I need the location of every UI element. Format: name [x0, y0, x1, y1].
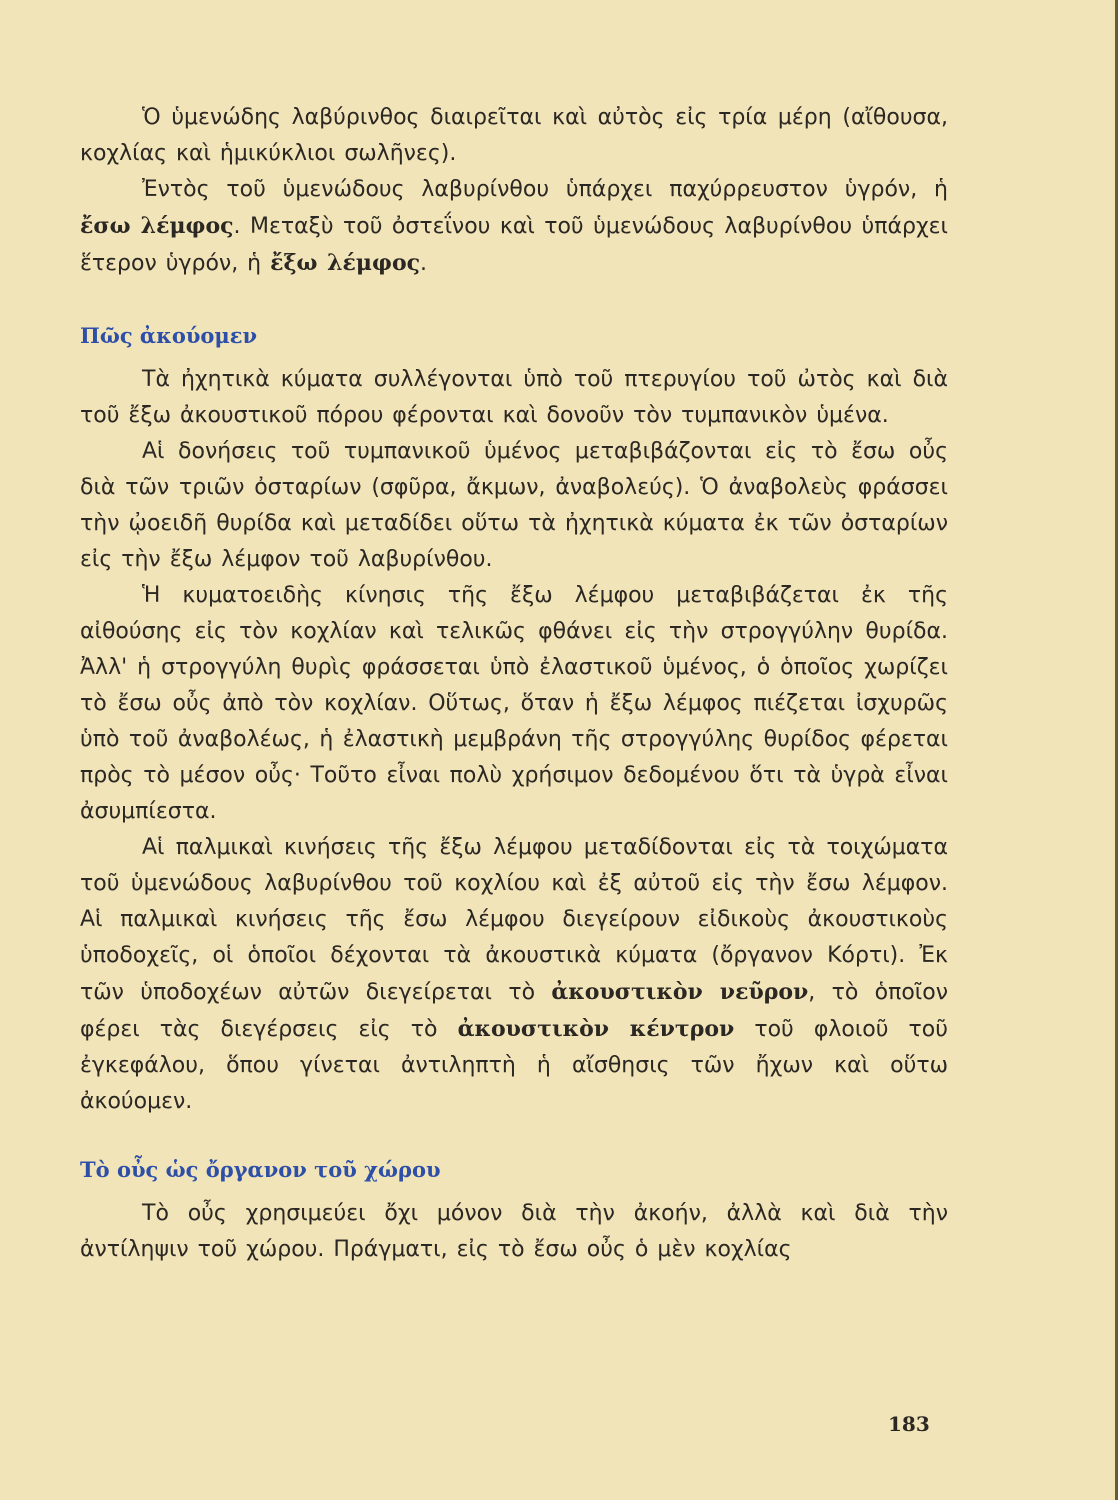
section-heading: Τὸ οὖς ὡς ὄργανον τοῦ χώρου [80, 1157, 441, 1182]
page-number: 183 [888, 1412, 930, 1436]
paragraph: Ἡ κυματοειδὴς κίνησις τῆς ἔξω λέμφου μεταβιβάζεται ἐκ τῆς αἰθούσης εἰς τὸν κοχλίαν καὶ τελικῶς φθάνει εἰς τὴν στρογγύλην θυρίδα. Ἀλλ' ἡ στρογγύλη θυρὶς φράσσεται ὑπὸ ἐλαστικοῦ ὑμένος, ὁ ὁποῖος χωρίζει τὸ ἔσω οὖς ἀπὸ τὸν κοχλίαν. Οὕτως, ὅταν ἡ ἔξω λέμφος πιέζεται ἰσχυρῶς ὑπὸ τοῦ ἀναβολέως, ἡ ἐλαστικὴ μεμβράνη τῆς στρογγύλης θυρίδος φέρεται πρὸς τὸ μέσον οὖς· Τοῦτο εἶναι πολὺ χρήσιμον δεδομένου ὅτι τὰ ὑγρὰ εἶναι ἀσυμπίεστα. [80, 583, 948, 824]
section-heading: Πῶς ἀκούομεν [80, 323, 258, 348]
bold-term: ἀκουστικὸν κέντρον [457, 1016, 735, 1042]
paragraph: Ὁ ὑμενώδης λαβύρινθος διαιρεῖται καὶ αὐτὸς εἰς τρία μέρη (αἴθουσα, κοχλίας καὶ ἡμικύκλιοι σωλῆνες). [80, 105, 948, 166]
text-run: Αἱ παλμικαὶ κινήσεις τῆς ἔξω λέμφου μεταδίδονται εἰς τὰ τοιχώματα τοῦ ὑμενώδους λαβυρίνθου τοῦ κοχλίου καὶ ἐξ αὐτοῦ εἰς τὴν ἔσω λέμφον. Αἱ παλμικαὶ κινήσεις τῆς ἔσω λέμφου διεγείρουν εἰδικοὺς ἀκουστικοὺς ὑποδοχεῖς, οἱ ὁποῖοι δέχονται τὰ ἀκουστικὰ κύματα (ὄργανον Κόρτι). Ἐκ τῶν ὑποδοχέων αὐτῶν διεγείρεται τὸ [80, 835, 948, 1005]
paragraph: Τὸ οὖς χρησιμεύει ὄχι μόνον διὰ τὴν ἀκοήν, ἀλλὰ καὶ διὰ τὴν ἀντίληψιν τοῦ χώρου. Πράγματι, εἰς τὸ ἔσω οὖς ὁ μὲν κοχλίας [80, 1201, 948, 1262]
bold-term: ἔσω λέμφος [80, 213, 234, 239]
bold-term: ἀκουστικὸν νεῦρον [551, 979, 809, 1005]
paragraph [80, 830, 948, 1120]
text-run: , τὸ ὁποῖον φέρει τὰς διεγέρσεις εἰς τὸ [80, 980, 948, 1042]
paragraph: Τὰ ἠχητικὰ κύματα συλλέγονται ὑπὸ τοῦ πτερυγίου τοῦ ὠτὸς καὶ διὰ τοῦ ἔξω ἀκουστικοῦ πόρου φέρονται καὶ δονοῦν τὸν τυμπανικὸν ὑμένα. [80, 367, 948, 428]
paragraph: Αἱ δονήσεις τοῦ τυμπανικοῦ ὑμένος μεταβιβάζονται εἰς τὸ ἔσω οὖς διὰ τῶν τριῶν ὀσταρίων (σφῦρα, ἄκμων, ἀναβολεύς). Ὁ ἀναβολεὺς φράσσει τὴν ᾠοειδῆ θυρίδα καὶ μεταδίδει οὕτω τὰ ἠχητικὰ κύματα ἐκ τῶν ὀσταρίων εἰς τὴν ἔξω λέμφον τοῦ λαβυρίνθου. [80, 439, 948, 572]
text-run: . [420, 251, 428, 276]
text-run: Ἐντὸς τοῦ ὑμενώδους λαβυρίνθου ὑπάρχει παχύρρευστον ὑγρόν, ἡ [142, 177, 948, 202]
page-content [80, 100, 948, 1268]
paragraph [80, 172, 948, 282]
text-run: . Μεταξὺ τοῦ ὀστεΐνου καὶ τοῦ ὑμενώδους λαβυρίνθου ὑπάρχει ἕτερον ὑγρόν, ἡ [80, 214, 949, 276]
bold-term: ἔξω λέμφος [270, 250, 421, 276]
text-run: τοῦ φλοιοῦ τοῦ ἐγκεφάλου, ὅπου γίνεται ἀντιληπτὴ ἡ αἴσθησις τῶν ἤχων καὶ οὕτω ἀκούομεν. [80, 1017, 948, 1114]
